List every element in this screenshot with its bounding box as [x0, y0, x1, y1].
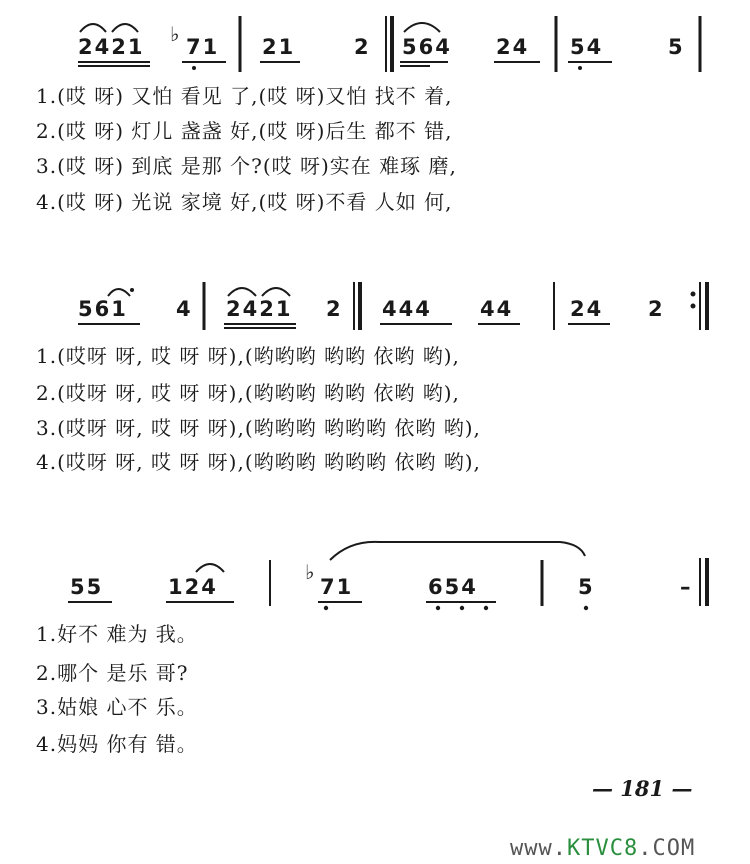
- note-group: 2421: [78, 35, 145, 59]
- note-group: 5: [668, 35, 685, 59]
- slur-mark: [112, 24, 138, 32]
- watermark-prefix: www.: [510, 836, 567, 861]
- slur-mark: [228, 288, 256, 296]
- lyric-line: 4.(哎呀 呀, 哎 呀 呀),(哟哟哟 哟哟哟 依哟 哟),: [36, 450, 481, 474]
- note-group: 55: [70, 575, 104, 599]
- watermark-brand: KTVC8: [566, 836, 639, 861]
- lyric-line: 3.(哎呀 呀, 哎 呀 呀),(哟哟哟 哟哟哟 依哟 哟),: [36, 416, 481, 440]
- note-group: 44: [480, 297, 514, 321]
- flat-sign: ♭: [305, 560, 315, 584]
- dash-note: –: [680, 575, 693, 599]
- note-group: 24: [570, 297, 604, 321]
- note-group: 71: [186, 35, 220, 59]
- note-group: 124: [168, 575, 218, 599]
- lyric-line: 1.(哎呀 呀, 哎 呀 呀),(哟哟哟 哟哟 依哟 哟),: [36, 344, 460, 368]
- note-group: 71: [320, 575, 354, 599]
- page-number: — 181 —: [592, 776, 693, 801]
- slur-mark: [80, 24, 106, 32]
- tie-mark: [330, 542, 585, 560]
- slur-mark: [196, 564, 224, 572]
- lyric-line: 4.(哎 呀) 光说 家境 好,(哎 呀)不看 人如 何,: [36, 190, 453, 214]
- lyric-line: 1.(哎 呀) 又怕 看见 了,(哎 呀)又怕 找不 着,: [36, 84, 453, 108]
- lyric-line: 2.(哎 呀) 灯儿 盏盏 好,(哎 呀)后生 都不 错,: [36, 119, 453, 143]
- slur-mark: [404, 23, 440, 32]
- note-group: 21: [262, 35, 296, 59]
- flat-sign: ♭: [170, 22, 180, 46]
- slur-mark: [262, 288, 290, 296]
- slur-mark: [108, 289, 130, 296]
- lyric-line: 1.好不 难为 我。: [36, 622, 198, 646]
- note-group: 561: [78, 297, 128, 321]
- watermark: [510, 838, 695, 860]
- lyric-line: 2.(哎呀 呀, 哎 呀 呀),(哟哟哟 哟哟 依哟 哟),: [36, 381, 460, 405]
- watermark-suffix: .COM: [638, 836, 696, 861]
- note-group: 2: [648, 297, 665, 321]
- note-group: 2421: [226, 297, 293, 321]
- lyric-line: 3.姑娘 心不 乐。: [36, 695, 198, 719]
- lyric-line: 3.(哎 呀) 到底 是那 个?(哎 呀)实在 难琢 磨,: [36, 154, 457, 178]
- note-group: 2: [326, 297, 343, 321]
- note-group: 654: [428, 575, 478, 599]
- note-group: 4: [176, 297, 193, 321]
- note-group: 24: [496, 35, 530, 59]
- note-group: 564: [402, 35, 452, 59]
- lyric-line: 4.妈妈 你有 错。: [36, 732, 198, 756]
- lyric-line: 2.哪个 是乐 哥?: [36, 661, 189, 685]
- note-group: 2: [354, 35, 371, 59]
- note-group: 5: [578, 575, 595, 599]
- note-group: 444: [382, 297, 432, 321]
- note-group: 54: [570, 35, 604, 59]
